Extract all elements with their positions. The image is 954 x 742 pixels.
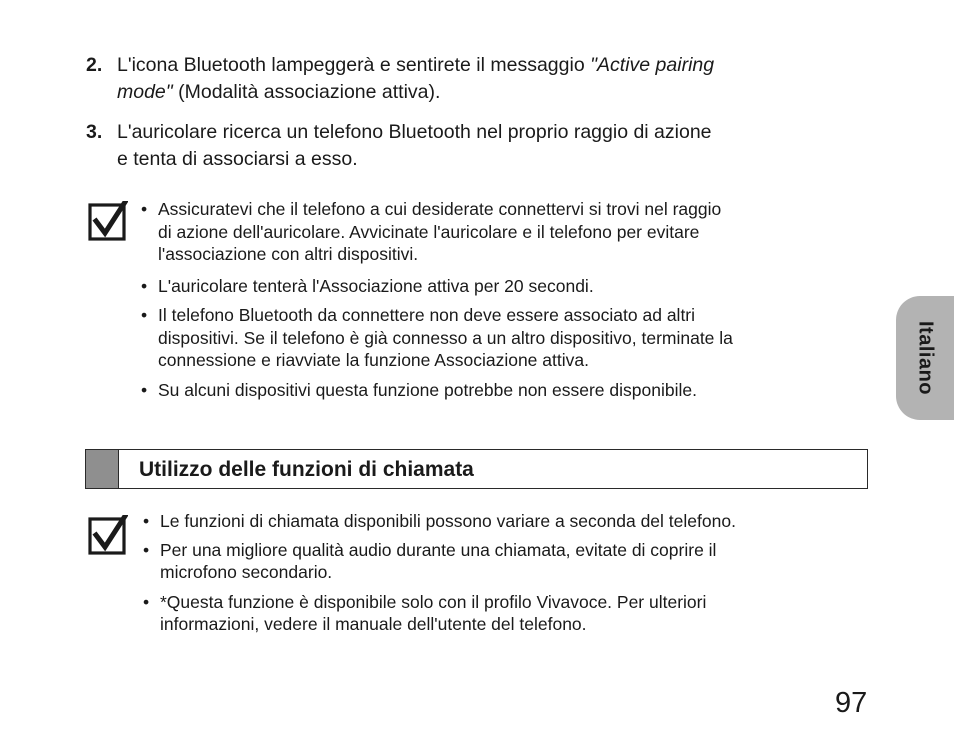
bullet: •	[141, 275, 148, 296]
note-list-2	[143, 510, 858, 636]
note-item	[141, 198, 851, 266]
note-item	[143, 510, 858, 533]
step-3	[86, 119, 826, 173]
section-title: Utilizzo delle funzioni di chiamata	[139, 458, 474, 481]
section-marker	[86, 450, 119, 488]
bullet: •	[141, 305, 148, 325]
step-text-italic: mode"	[117, 81, 173, 103]
step-text-part: L'icona Bluetooth lampeggerà e sentirete il messaggio	[117, 54, 591, 76]
note-line: Le funzioni di chiamata disponibili possono variare a seconda del telefono.	[160, 511, 736, 531]
step-text	[117, 119, 826, 173]
step-text-part: (Modalità associazione attiva).	[172, 81, 441, 103]
bullet: •	[143, 591, 150, 612]
note-line: Per una migliore qualità audio durante una chiamata, evitate di coprire il	[160, 539, 717, 560]
page-number: 97	[835, 687, 868, 719]
note-line: Assicuratevi che il telefono a cui desiderate connettervi si trovi nel raggio	[158, 199, 722, 219]
checkbox-check-icon	[88, 515, 128, 555]
note-item	[141, 275, 851, 298]
note-item	[143, 539, 858, 584]
step-text-line: e tenta di associarsi a esso.	[117, 148, 358, 170]
bullet: •	[143, 539, 150, 560]
step-text	[117, 52, 826, 106]
note-item	[143, 591, 858, 636]
bullet: •	[141, 379, 148, 400]
bullet: •	[143, 511, 150, 531]
note-item	[141, 304, 851, 372]
note-line: microfono secondario.	[160, 562, 333, 582]
note-list-1	[141, 198, 851, 401]
note-line: *Questa funzione è disponibile solo con il profilo Vivavoce. Per ulteriori	[160, 591, 707, 612]
step-text-italic: "Active pairing	[590, 54, 715, 76]
note-line: l'associazione con altri dispositivi.	[158, 244, 419, 264]
language-tab	[896, 296, 954, 420]
note-line: Il telefono Bluetooth da connettere non deve essere associato ad altri	[158, 305, 696, 325]
checkbox-check-icon	[88, 201, 128, 241]
language-tab-label: Italiano	[914, 320, 937, 396]
note-item	[141, 379, 851, 402]
note-line: Su alcuni dispositivi questa funzione potrebbe non essere disponibile.	[158, 379, 697, 400]
step-text-line: L'auricolare ricerca un telefono Bluetooth nel proprio raggio di azione	[117, 121, 712, 143]
note-line: L'auricolare tenterà l'Associazione attiva per 20 secondi.	[158, 275, 594, 296]
note-line: connessione e riavviate la funzione Associazione attiva.	[158, 350, 589, 370]
note-line: informazioni, vedere il manuale dell'utente del telefono.	[160, 614, 587, 634]
bullet: •	[141, 199, 148, 219]
note-line: di azione dell'auricolare. Avvicinate l'auricolare e il telefono per evitare	[158, 221, 700, 242]
section-header	[85, 449, 868, 489]
step-2	[86, 52, 826, 106]
note-line: dispositivi. Se il telefono è già connesso a un altro dispositivo, terminate la	[158, 327, 733, 348]
step-number: 3.	[86, 121, 103, 143]
step-number: 2.	[86, 54, 103, 76]
